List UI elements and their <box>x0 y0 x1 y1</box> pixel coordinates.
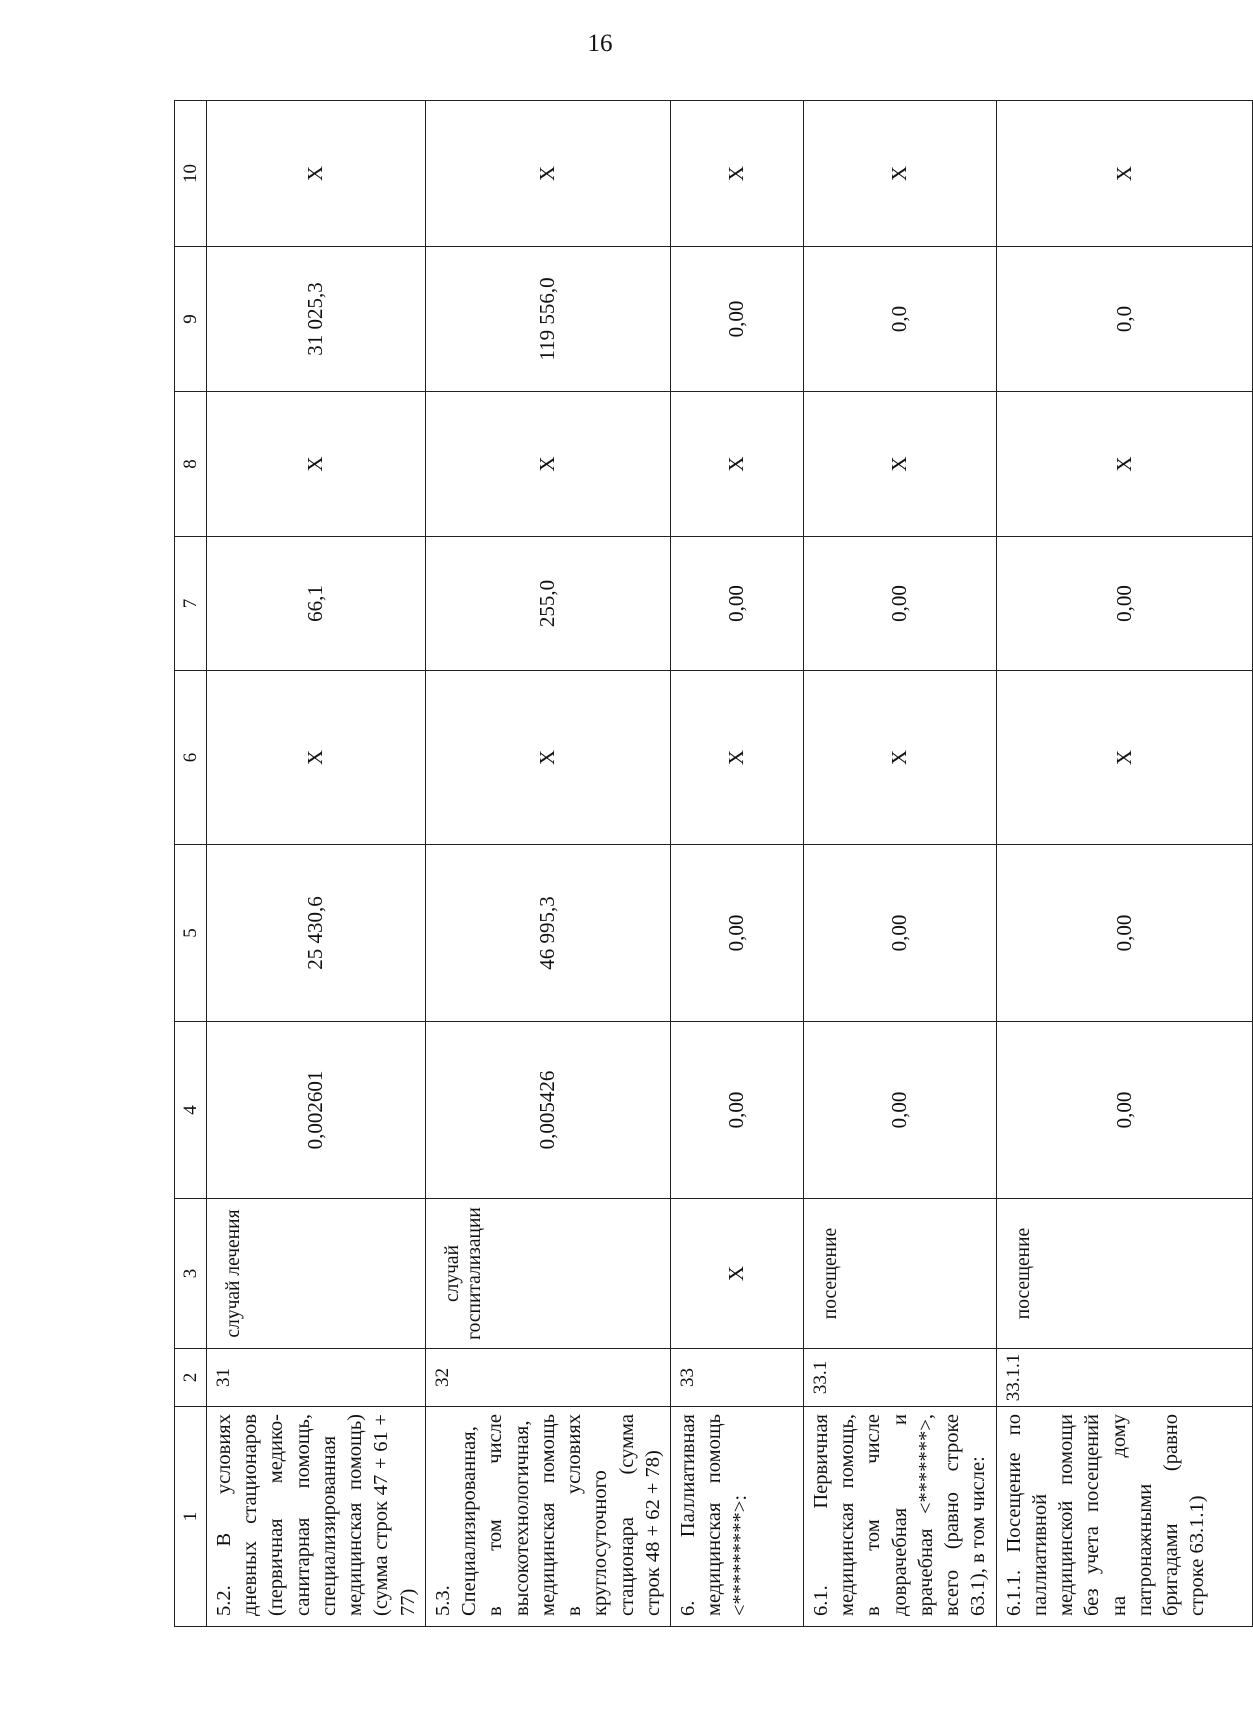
cell-col5: 46 995,3 <box>425 845 670 1022</box>
table-row <box>803 101 996 1627</box>
cell-col4: 0,00 <box>996 1022 1252 1199</box>
cell-col7: 255,0 <box>425 537 670 671</box>
column-number-row <box>175 101 207 1627</box>
cell-col9: 31 025,3 <box>207 247 426 392</box>
column-header: 10 <box>175 101 207 247</box>
cell-col7: 66,1 <box>207 537 426 671</box>
row-name: 6. Паллиативная медицинская помощь <*********>: <box>670 1407 803 1627</box>
cell-col5: 0,00 <box>803 845 996 1022</box>
cell-col5: 25 430,6 <box>207 845 426 1022</box>
unit-of-measure: случай лечения <box>207 1199 426 1349</box>
cell-col7: 0,00 <box>670 537 803 671</box>
table-row <box>996 101 1252 1627</box>
column-header: 6 <box>175 671 207 845</box>
row-number: 31 <box>207 1349 426 1407</box>
cell-col6: Х <box>670 671 803 845</box>
column-header: 3 <box>175 1199 207 1349</box>
table-row <box>670 101 803 1627</box>
row-name: 6.1. Первичная медицинская помощь, в том числе доврачебная и врачебная <*******>, всего (равно строке 63.1), в том числе: <box>803 1407 996 1627</box>
cell-col9: 0,00 <box>670 247 803 392</box>
cell-col6: Х <box>803 671 996 845</box>
cell-col10: Х <box>425 101 670 247</box>
cell-col5: 0,00 <box>996 845 1252 1022</box>
row-name: 6.1.1. Посещение по паллиативной медицинской помощи без учета посещений на дому патронажными бригадами (равно строке 63.1.1) <box>996 1407 1252 1627</box>
cell-col8: Х <box>425 392 670 537</box>
cell-col10: Х <box>670 101 803 247</box>
cell-col6: Х <box>996 671 1252 845</box>
table-row <box>425 101 670 1627</box>
cell-col10: Х <box>996 101 1252 247</box>
row-number: 33.1 <box>803 1349 996 1407</box>
table-row <box>207 101 426 1627</box>
cell-col4: 0,002601 <box>207 1022 426 1199</box>
cell-col6: Х <box>425 671 670 845</box>
unit-of-measure: посещение <box>996 1199 1252 1349</box>
column-header: 4 <box>175 1022 207 1199</box>
cell-col7: 0,00 <box>803 537 996 671</box>
row-name: 5.2. В условиях дневных стационаров (первичная медико-санитарная помощь, специализированная медицинская помощь) (сумма строк 47 + 61 + 77) <box>207 1407 426 1627</box>
cell-col8: Х <box>803 392 996 537</box>
cell-col7: 0,00 <box>996 537 1252 671</box>
column-header: 8 <box>175 392 207 537</box>
page-number: 16 <box>587 30 613 57</box>
cell-col8: Х <box>207 392 426 537</box>
cell-col8: Х <box>670 392 803 537</box>
unit-of-measure: посещение <box>803 1199 996 1349</box>
row-number: 32 <box>425 1349 670 1407</box>
cell-col10: Х <box>803 101 996 247</box>
cell-col10: Х <box>207 101 426 247</box>
financing-table <box>174 100 1253 1627</box>
cell-col5: 0,00 <box>670 845 803 1022</box>
column-header: 7 <box>175 537 207 671</box>
column-header: 2 <box>175 1349 207 1407</box>
column-header: 9 <box>175 247 207 392</box>
cell-col4: 0,00 <box>670 1022 803 1199</box>
unit-of-measure: Х <box>670 1199 803 1349</box>
row-name: 5.3. Специализированная, в том числе высокотехнологичная, медицинская помощь в условиях круглосуточного стационара (сумма строк 48 + 62 + 78) <box>425 1407 670 1627</box>
row-number: 33.1.1 <box>996 1349 1252 1407</box>
cell-col6: Х <box>207 671 426 845</box>
column-header: 5 <box>175 845 207 1022</box>
cell-col9: 0,0 <box>996 247 1252 392</box>
cell-col4: 0,005426 <box>425 1022 670 1199</box>
unit-of-measure: случай госпитализации <box>425 1199 670 1349</box>
cell-col4: 0,00 <box>803 1022 996 1199</box>
rotated-table-container <box>174 101 1209 1627</box>
cell-col9: 0,0 <box>803 247 996 392</box>
cell-col9: 119 556,0 <box>425 247 670 392</box>
row-number: 33 <box>670 1349 803 1407</box>
cell-col8: Х <box>996 392 1252 537</box>
column-header: 1 <box>175 1407 207 1627</box>
